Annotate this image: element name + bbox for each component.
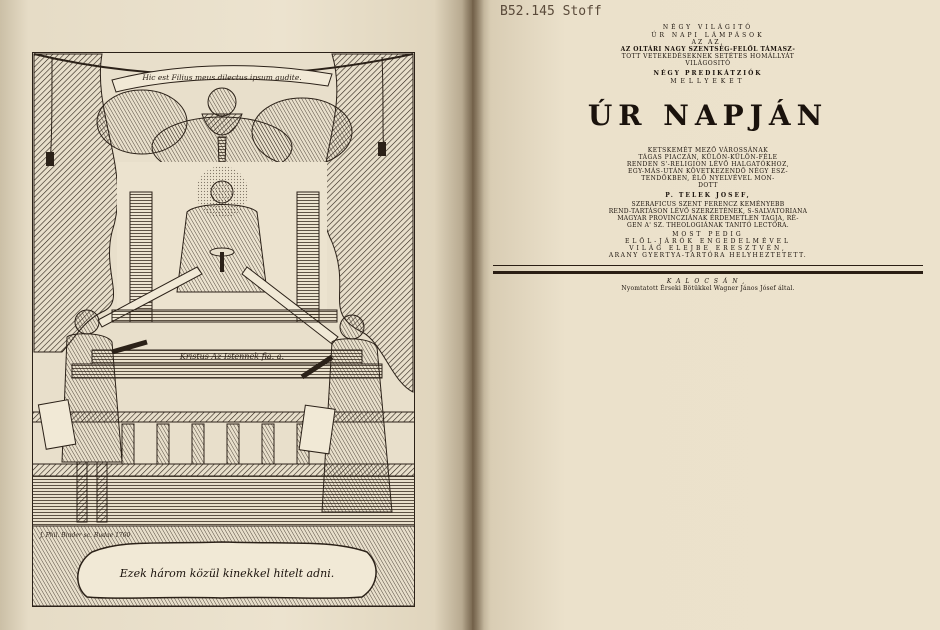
title-line: VILÁG ELEJBE ERESZTVÉN,	[629, 245, 787, 252]
title-line: TENDŐKBEN, ÉLŐ NYELVÉVEL MON-	[641, 175, 775, 182]
title-line: MAGYAR PROVINCZIÁNAK ÉRDEMETLEN TAGJA, RÉ-	[617, 215, 799, 222]
title-line: ÚR NAPI LÁMPÁSOK	[651, 32, 765, 39]
title-line: MELLYEKET	[670, 78, 746, 85]
right-column	[297, 192, 319, 322]
title-line: NÉGY VILÁGITÓ	[662, 24, 754, 31]
frontispiece-engraving	[32, 52, 415, 607]
author-name: P. TELEK JOSEF,	[665, 192, 751, 199]
title-line: TÁGAS PIACZÁN, KÜLÖN-KÜLÖN-FÉLE	[638, 154, 778, 161]
title-line: GEN A' SZ. THEOLOGIÁNAK TANITÓ LECTORA.	[627, 222, 789, 229]
title-line: EGY-MÁS-UTÁN KÖVETKEZENDŐ NÉGY ESZ-	[628, 168, 788, 175]
figure-caption: Kristus Az Istennek fia. a.	[179, 352, 285, 361]
title-line: MOST PEDIG	[672, 231, 744, 238]
title-line: RENDEN S'-RELIGION LÉVŐ HALGATÓKHOZ,	[626, 161, 790, 168]
banner-text: Hic est Filius meus dilectus ipsum audite.	[142, 73, 302, 82]
title-line: KETSKEMÉT MEZŐ VÁROSSÁNAK	[647, 147, 769, 154]
title-line: DOTT	[698, 182, 718, 189]
imprint-place: KALOCSÁN,	[666, 278, 750, 285]
title-line: ÚR NAPJÁN	[587, 99, 829, 132]
imprint-printer: Nyomtatott Érseki Bötükkel Wagner János Jósef által.	[621, 285, 795, 292]
title-line: REND-TARTÁSON LÉVŐ SZERZETÉNEK, S-SALVATORIANA	[608, 208, 808, 215]
title-line: ARANY GYERTYA-TARTÓRA HELYHEZTETETT.	[608, 252, 808, 259]
library-stamp: B52.145 Stoff	[500, 4, 602, 19]
cartouche-text: Ezek három közül kinekkel hitelt adni.	[119, 567, 335, 580]
title-line: NÉGY PREDIKÁTZIÓK	[653, 70, 763, 77]
altar-step	[112, 310, 337, 322]
title-line: AZ OLTÁRI NAGY SZENTSÉG-FELŐL TÁMASZ-	[620, 46, 796, 53]
title-line: ELŐL-JÁRÓK ENGEDELMÉVEL	[624, 238, 792, 245]
title-line: SZERAFICUS SZENT FERENCZ KEMÉNYEBB	[631, 201, 785, 208]
engraver-signature: J. Phil. Binder sc. Budae 1760	[40, 532, 131, 539]
title-line: VILÁGOSITÓ	[685, 60, 731, 67]
title-page-text	[478, 20, 938, 292]
god-the-father	[208, 88, 236, 116]
christ-figure	[211, 181, 233, 203]
double-rule	[493, 265, 923, 274]
title-line: TOTT VETEKEDÉSEKNEK SETÉTES HOMÁLLYÁT	[621, 53, 795, 60]
title-line: AZ AZ,	[691, 39, 725, 46]
